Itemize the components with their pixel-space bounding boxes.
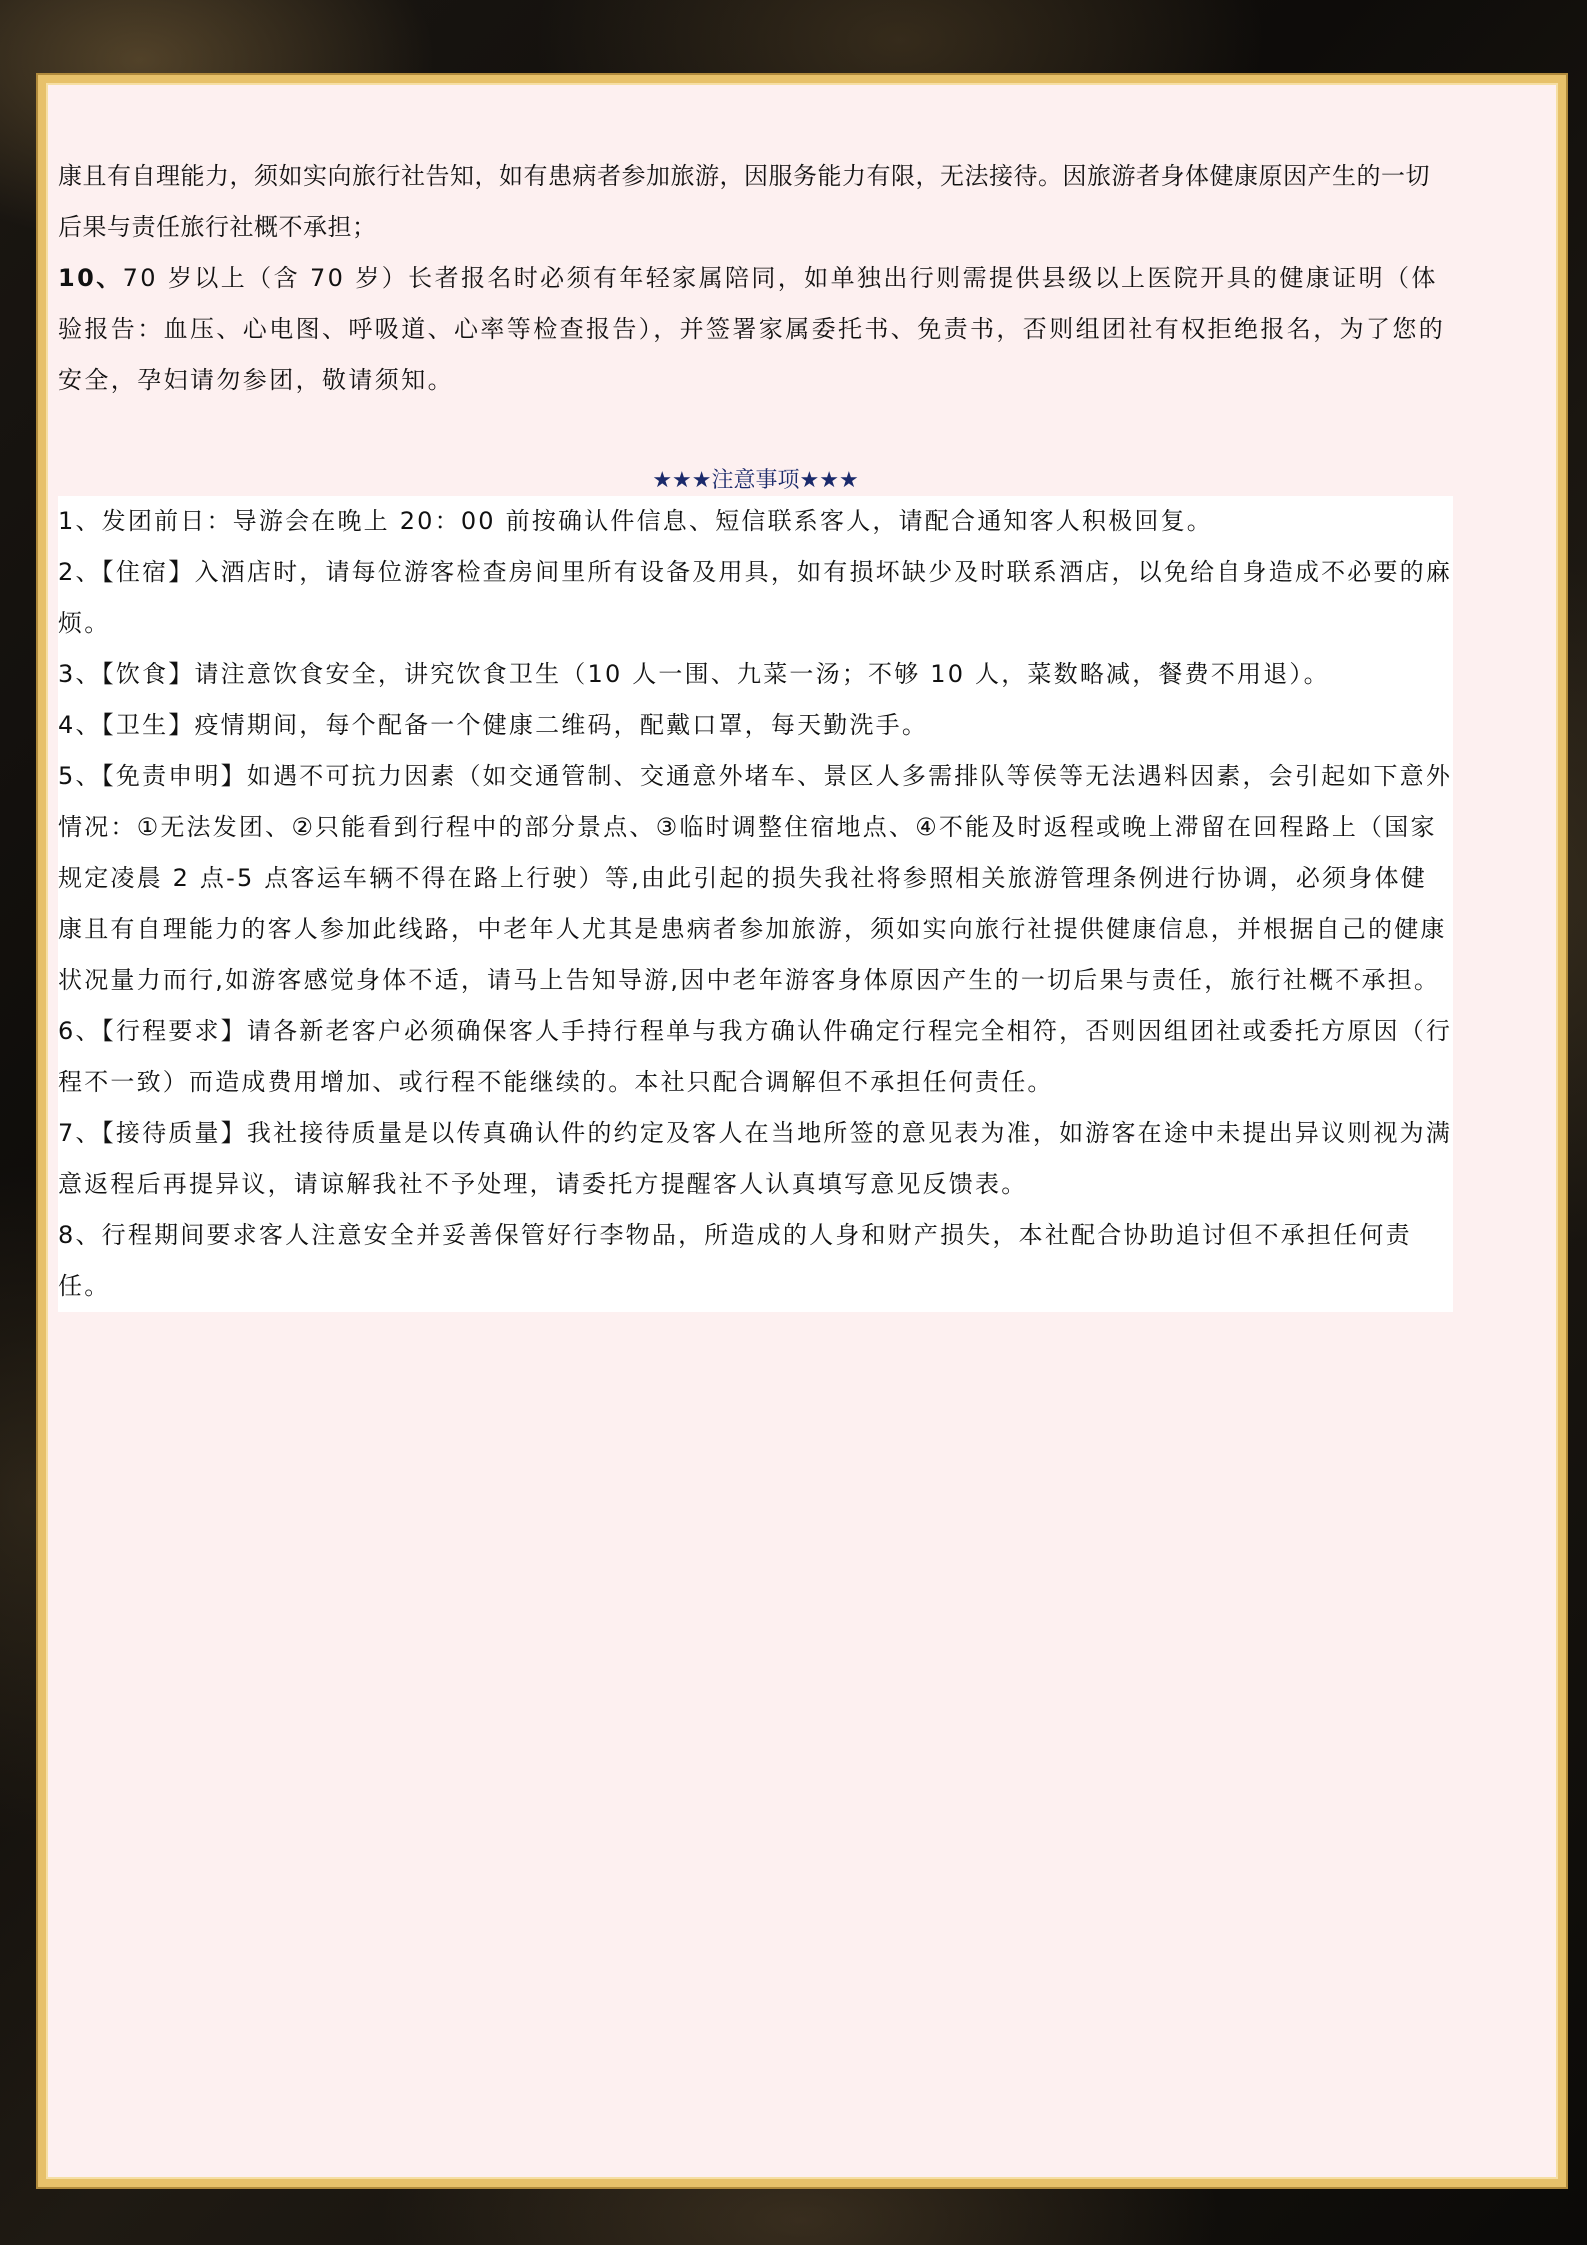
notice-list xyxy=(58,496,1453,1312)
notice-item-1: 1、发团前日：导游会在晚上 20：00 前按确认件信息、短信联系客人，请配合通知客人积极回复。 xyxy=(58,507,1214,535)
notice-item-4: 4、【卫生】疫情期间，每个配备一个健康二维码，配戴口罩，每天勤洗手。 xyxy=(58,711,929,739)
notice-item-7: 7、【接待质量】我社接待质量是以传真确认件的约定及客人在当地所签的意见表为准，如游客在途中未提出异议则视为满意返程后再提异议，请谅解我社不予处理，请委托方提醒客人认真填写意见反馈表。 xyxy=(58,1119,1453,1198)
notice-item-6: 6、【行程要求】请各新老客户必须确保客人手持行程单与我方确认件确定行程完全相符，否则因组团社或委托方原因（行程不一致）而造成费用增加、或行程不能继续的。本社只配合调解但不承担任何责任。 xyxy=(58,1017,1453,1096)
document-content xyxy=(58,75,1453,1312)
item-10-paragraph xyxy=(58,253,1453,406)
notice-title: ★★★注意事项★★★ xyxy=(652,468,859,493)
item-10-number: 10、 xyxy=(58,264,123,292)
notice-item-3: 3、【饮食】请注意饮食安全，讲究饮食卫生（10 人一围、九菜一汤；不够 10 人，菜数略减，餐费不用退）。 xyxy=(58,660,1330,688)
notice-item-2: 2、【住宿】入酒店时，请每位游客检查房间里所有设备及用具，如有损坏缺少及时联系酒店，以免给自身造成不必要的麻烦。 xyxy=(58,558,1453,637)
intro-continued-paragraph: 康且有自理能力，须如实向旅行社告知，如有患病者参加旅游，因服务能力有限，无法接待。因旅游者身体健康原因产生的一切后果与责任旅行社概不承担； xyxy=(58,162,1430,241)
notice-item-8: 8、行程期间要求客人注意安全并妥善保管好行李物品，所造成的人身和财产损失，本社配合协助追讨但不承担任何责任。 xyxy=(58,1221,1412,1300)
notice-item-5: 5、【免责申明】如遇不可抗力因素（如交通管制、交通意外堵车、景区人多需排队等侯等无法遇料因素，会引起如下意外情况：①无法发团、②只能看到行程中的部分景点、③临时调整住宿地点、④不能及时返程或晚上滞留在回程路上（国家规定凌晨 2 点-5 点客运车辆不得在路上行驶）等,由此引起的损失我社将参照相关旅游管理条例进行协调，必须身体健康且有自理能力的客人参加此线路，中老年人尤其是患病者参加旅游，须如实向旅行社提供健康信息，并根据自己的健康状况量力而行,如游客感觉身体不适，请马上告知导游,因中老年游客身体原因产生的一切后果与责任，旅行社概不承担。 xyxy=(58,762,1453,994)
item-10-text: 70 岁以上（含 70 岁）长者报名时必须有年轻家属陪同，如单独出行则需提供县级以上医院开具的健康证明（体验报告：血压、心电图、呼吸道、心率等检查报告），并签署家属委托书、免责书，否则组团社有权拒绝报名，为了您的安全，孕妇请勿参团，敬请须知。 xyxy=(58,264,1446,394)
